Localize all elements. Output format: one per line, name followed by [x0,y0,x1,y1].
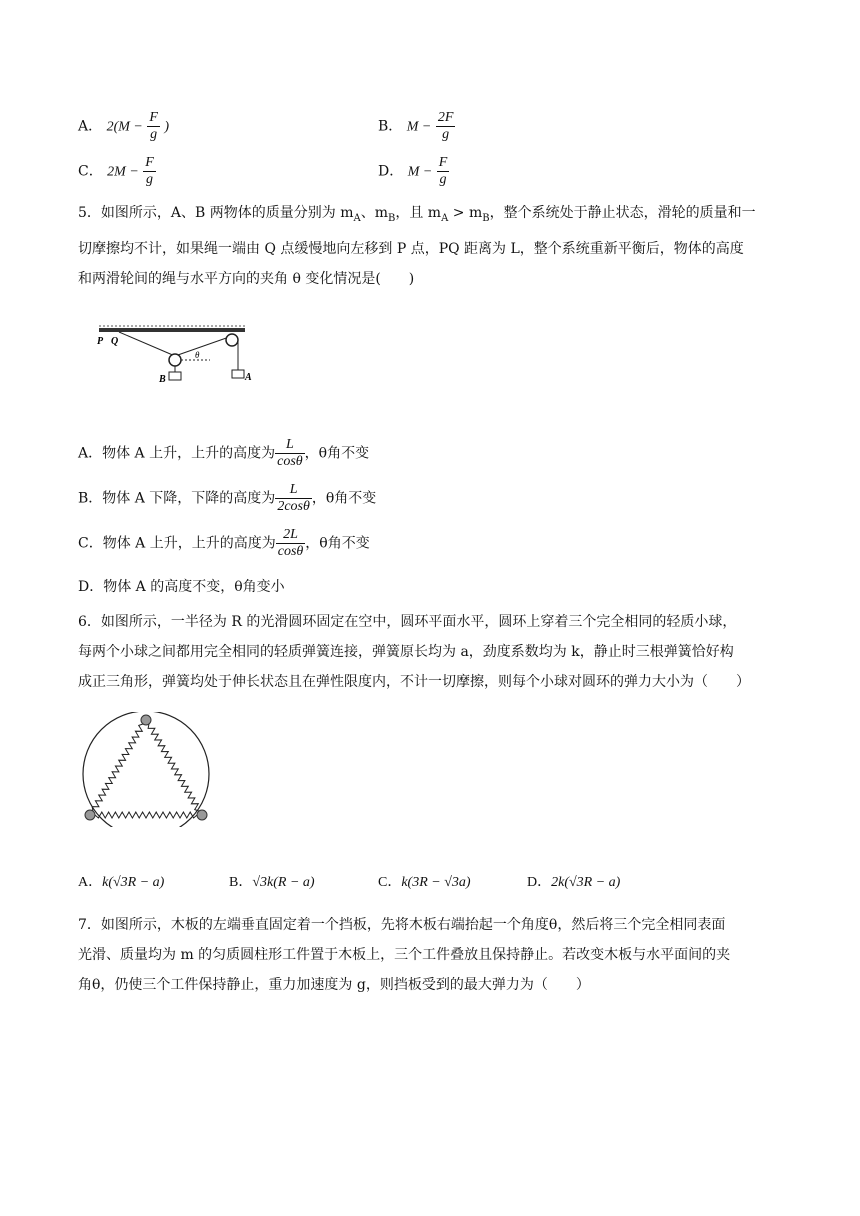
spring-right [148,724,199,811]
smooth-ring [83,712,209,827]
fraction: $\frac{F}{g}$ [145,155,154,187]
q6-option-b: B．√3k(R − a) [229,875,315,890]
q6-ring-spring-figure [78,712,213,827]
ball-left [85,810,95,820]
label-a: A [245,372,252,383]
q5-option-a: A．物体 A 上升，上升的高度为 $\frac{L}{\cos\theta}$ ，θ角不变 [78,437,370,469]
q6-option-d: D．2k(√3R − a) [527,875,621,890]
q6-stem: 6．如图所示，一半径为 R 的光滑圆环固定在空中，圆环平面水平，圆环上穿着三个完全相同的轻质小球， 每两个小球之间都用完全相同的轻质弹簧连接，弹簧原长均为 a，劲度系数均为 k，静止时三根弹簧恰好构 成正三角形，弹簧均处于伸长状态且在弹性限度内，不计一切摩擦，则每个小球对圆环的弹力大小为（ ） [78,614,750,690]
q6-option-c: C．k(3R − √3a) [378,875,471,890]
q4-option-c: C． 2M − $\frac{F}{g}$ [78,155,154,187]
fraction: $\frac{L}{2\cos\theta}$ [277,482,310,514]
block-b [169,372,181,380]
q7-stem: 7．如图所示，木板的左端垂直固定着一个挡板，先将木板右端抬起一个角度θ，然后将三个完全相同表面 光滑、质量均为 m 的匀质圆柱形工件置于木板上，三个工件叠放且保持静止。若改变木板与水平面间的夹 角θ，仍使三个工件保持静止，重力加速度为 g，则挡板受到的最大弹力为（ ） [78,917,731,993]
q5-option-d: D．物体 A 的高度不变，θ角变小 [78,579,285,595]
q5-option-c: C．物体 A 上升，上升的高度为 $\frac{2L}{\cos\theta}$ ，θ角不变 [78,527,370,559]
fixed-pulley [226,334,238,346]
label-theta: θ [195,350,200,360]
block-a [232,370,244,378]
rope-right [175,336,232,356]
fraction: $\frac{F}{g}$ [149,110,158,142]
spring-left [92,724,143,811]
label-p: P [97,336,104,347]
fraction: $\frac{2L}{\cos\theta}$ [277,527,304,559]
fraction: $\frac{L}{\cos\theta}$ [277,437,303,469]
q5-pulley-figure [95,322,255,387]
spring-bottom [95,812,197,818]
label-q: Q [111,336,119,347]
label-b: B [159,374,166,385]
ball-right [197,810,207,820]
q4-option-a: A． 2(M − $\frac{F}{g}$ ) [78,110,169,142]
ball-top [141,715,151,725]
fraction: $\frac{F}{g}$ [438,155,448,187]
q4-option-d: D． M − $\frac{F}{g}$ [378,155,448,187]
q5-stem: 5．如图所示，A、B 两物体的质量分别为 $m_A$、$m_B$，且 $m_A > m_B$，整个系统处于静止状态，滑轮的质量和一 切摩擦均不计，如果绳一端由 Q 点缓慢地向左移到 P 点，PQ 距离为 L，整个系统重新平衡后，物体的高度 和两滑轮间的绳与水平方向的夹角 θ 变化情况是( ) [78,205,756,287]
ceiling-bar [99,328,245,332]
q4-option-b: B． M − $\frac{2F}{g}$ [378,110,454,142]
moving-pulley [169,354,181,366]
rope-left [119,332,175,356]
q6-option-a: A．k(√3R − a) [78,875,165,890]
q5-option-b: B．物体 A 下降，下降的高度为 $\frac{L}{2\cos\theta}$ ，θ角不变 [78,482,377,514]
fraction: $\frac{2F}{g}$ [437,110,454,142]
